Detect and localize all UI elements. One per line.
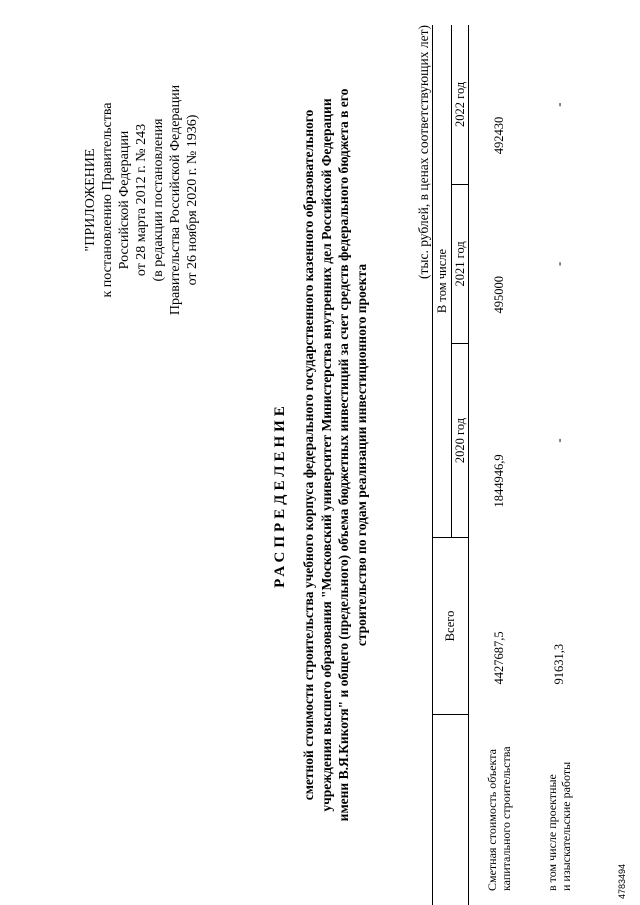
row-name-line: капитального строительства [499, 746, 513, 891]
units-note: (тыс. рублей, в ценах соответствующих лет) [416, 25, 431, 279]
header-year-2021: 2021 год [452, 184, 469, 343]
row-2022: - [551, 102, 566, 107]
row-2020: 1844946,9 [491, 454, 506, 508]
document-id: 4783494 [617, 863, 627, 899]
appendix-line: "ПРИЛОЖЕНИЕ [83, 148, 98, 252]
document-title: РАСПРЕДЕЛЕНИЕ [272, 402, 288, 588]
appendix-line: (в редакции постановления [151, 118, 166, 282]
document-subtitle [300, 65, 370, 845]
allocation-table [432, 25, 589, 905]
subtitle-line: строительство по годам реализации инвестиционного проекта [353, 263, 369, 647]
appendix-line: Правительства Российской Федерации [168, 84, 183, 316]
row-name-line: Сметная стоимость объекта [485, 749, 499, 891]
header-group: В том числе [433, 25, 452, 538]
appendix-block [82, 20, 201, 380]
row-name [469, 715, 530, 905]
row-total: 4427687,5 [491, 631, 506, 685]
row-name-line: и изыскательские работы [559, 761, 573, 891]
subtitle-line: сметной стоимости строительства учебного корпуса федерального государственного казенного образовательного [301, 109, 316, 801]
row-2021: 495000 [491, 275, 506, 314]
row-name [529, 715, 589, 905]
appendix-line: Российской Федерации [117, 130, 132, 270]
row-total: 91631,3 [551, 643, 566, 685]
table-row [529, 25, 589, 905]
row-2022: 492430 [491, 116, 506, 155]
header-year-2022: 2022 год [452, 25, 469, 184]
header-name-cell [433, 715, 469, 905]
row-name-line: в том числе проектные [545, 774, 559, 891]
table-row [469, 25, 530, 905]
row-2021: - [551, 261, 566, 266]
row-2020: - [551, 438, 566, 443]
appendix-line: от 28 марта 2012 г. № 243 [134, 123, 149, 277]
subtitle-line: имени В.Я.Кикотя" и общего (предельного) объема бюджетных инвестиций за счет средств федерального бюджета в его [336, 88, 351, 822]
subtitle-line: учреждения высшего образования "Московский университет Министерства внутренних дел Российской Федерации [318, 98, 334, 812]
appendix-line: от 26 ноября 2020 г. № 1936) [185, 114, 200, 286]
header-total: Всего [433, 538, 469, 715]
header-year-2020: 2020 год [452, 343, 469, 537]
appendix-line: к постановлению Правительства [100, 102, 115, 298]
